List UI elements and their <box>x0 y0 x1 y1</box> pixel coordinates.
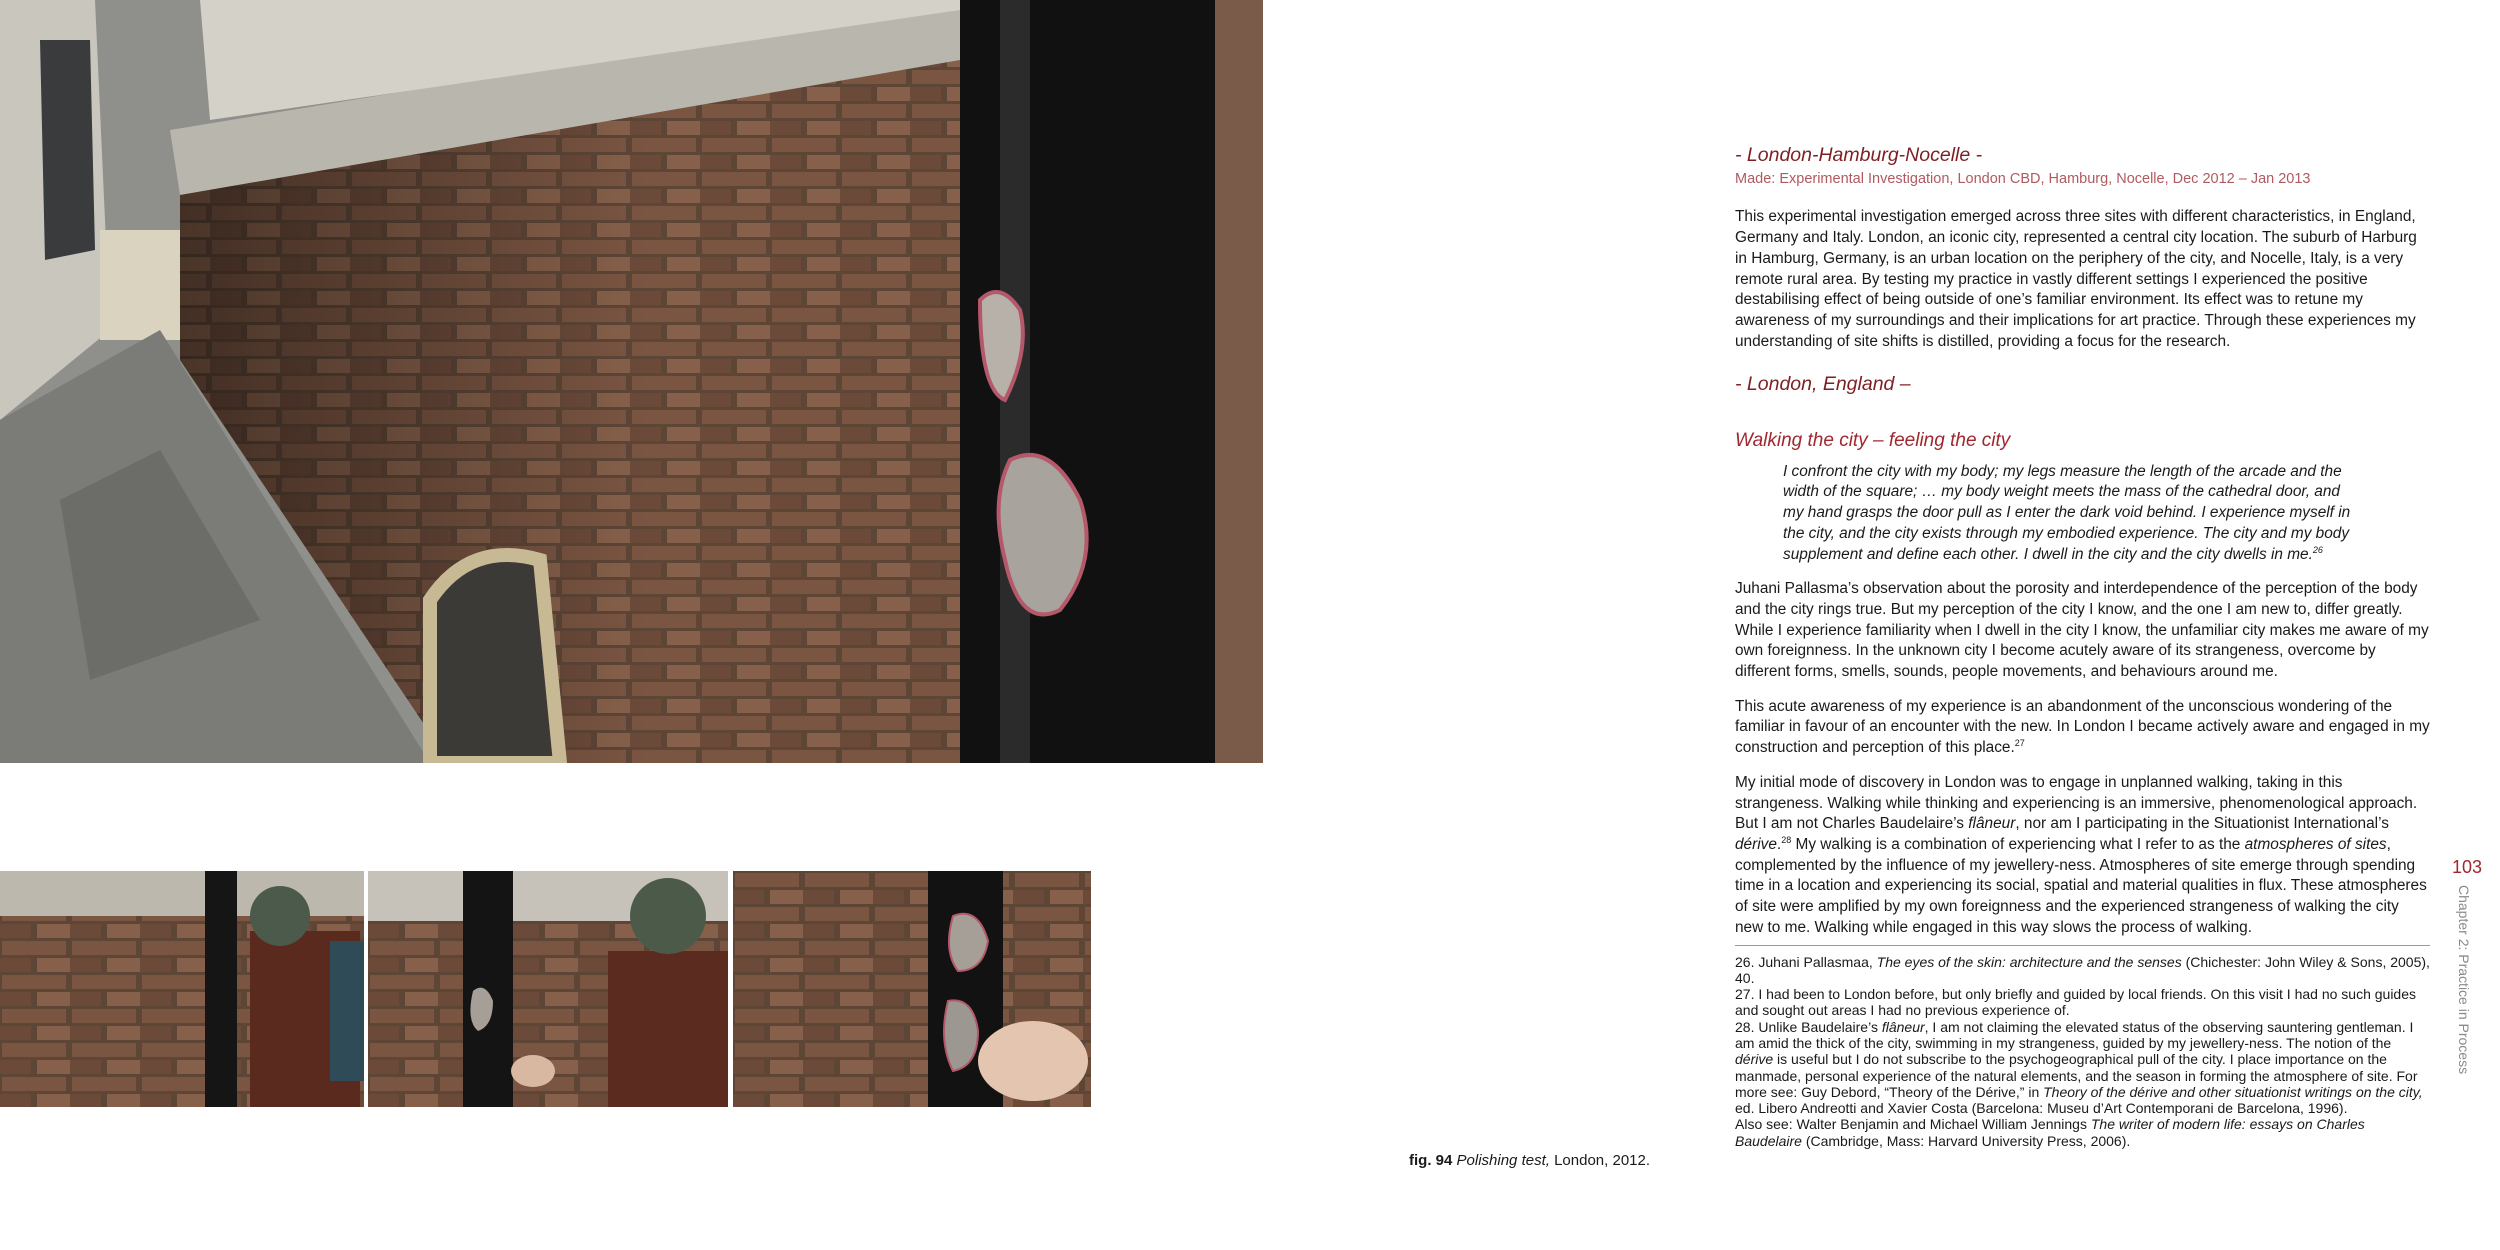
figure-label: fig. 94 <box>1409 1152 1453 1169</box>
footnote-ref-26: 26 <box>2312 544 2323 555</box>
thumbnail-photo-polishing-3 <box>733 871 1091 1107</box>
para3-text-e: , complemented by the influence of my jewellery-ness. Atmospheres of site emerge through spending time in a location and experiencing its social, spatial and material qualities in flux. These atmospheres of site were amplified by my own foreignness and the experienced strangeness of walking the city new to me. Walking while engaged in this way slows the process of walking. <box>1735 835 2427 936</box>
also-b: (Cambridge, Mass: Harvard University Press, 2006). <box>1801 1132 2131 1149</box>
body-paragraph-1: Juhani Pallasma’s observation about the porosity and interdependence of the perception of the body and the city rings true. But my perception of the city I know, and the one I am new to, differ greatly. While I experience familiarity when I dwell in the city I know, the unfamiliar city makes me aware of my own foreignness. In the unknown city I become acutely aware of its strangeness, overcome by different forms, smells, sounds, people movements, and behaviours around me. <box>1735 580 2429 681</box>
intro-paragraph: This experimental investigation emerged across three sites with different characteristics, in England, Germany and Italy. London, an iconic city, represented a central city location. The suburb of Harburg in Hamburg, Germany, is an urban location on the periphery of the city, and Nocelle, Italy, is a very remote rural area. By testing my practice in vastly different settings I experienced the positive destabilising effect of being outside of one’s familiar environment. Its effect was to retune my awareness of my surroundings and their implications for art practice. Through these experiences my understanding of site shifts is distilled, providing a focus for the research. <box>1735 208 2417 350</box>
quote-text: I confront the city with my body; my legs measure the length of the arcade and the width of the square; … my body weight meets the mass of the cathedral door, and my hand grasps the door pull as I enter the dark void behind. I experience myself in the city, and the city exists through my embodied experience. The city and my body supplement and define each other. I dwell in the city and the city dwells in me. <box>1783 462 2351 563</box>
footnote-28 <box>1735 1019 2430 1117</box>
text-column <box>1735 145 2430 1149</box>
fn28-title: Theory of the dérive and other situationist writings on the city, <box>2043 1083 2423 1100</box>
fn28-b: , I am not claiming the elevated status of the observing sauntering gentleman. I am amid the thick of the city, swimming in my strangeness, guided by my jewellery-ness. The notion of the <box>1735 1018 2414 1051</box>
figure-caption <box>1409 1152 1650 1169</box>
footnote-also-see <box>1735 1116 2430 1149</box>
footnote-divider <box>1735 945 2430 946</box>
fn28-a: 28. Unlike Baudelaire’s <box>1735 1018 1882 1035</box>
also-title: The writer of modern life: essays on Charles Baudelaire <box>1735 1116 2365 1149</box>
footnotes <box>1735 954 2430 1150</box>
para2-text: This acute awareness of my experience is an abandonment of the unconscious wondering of the familiar in favour of an encounter with the new. In London I became actively aware and engaged in my construction and perception of this place. <box>1735 697 2430 757</box>
figure-place-date: London, 2012. <box>1554 1152 1651 1169</box>
project-subtitle: Made: Experimental Investigation, London CBD, Hamburg, Nocelle, Dec 2012 – Jan 2013 <box>1735 170 2311 187</box>
para3-text-b: , nor am I participating in the Situationist International’s <box>2015 815 2389 833</box>
para3-derive: dérive <box>1735 835 1777 853</box>
page-number: 103 <box>2452 857 2483 877</box>
fn28-derive: dérive <box>1735 1051 1774 1068</box>
thumbnail-photo-polishing-1 <box>0 871 364 1107</box>
footnote-27: 27. I had been to London before, but only briefly and guided by local friends. On this visit I had no such guides and sought out areas I had no previous experience of. <box>1735 986 2417 1019</box>
footnote-ref-27: 27 <box>2014 738 2025 749</box>
fn26-b: (Chichester: John Wiley & Sons, 2005), 40. <box>1735 953 2430 986</box>
fn28-c: is useful but I do not subscribe to the psychogeographical pull of the city. I place importance on the manmade, personal experience of the natural elements, and the season in forming the atmosphere of site. For more see: Guy Debord, “Theory of the Dérive,” in <box>1735 1051 2418 1100</box>
section-title: - London, England – <box>1735 373 1911 396</box>
fn28-d: ed. Libero Andreotti and Xavier Costa (Barcelona: Museu d’Art Contemporani de Barcelona, 1996). <box>1735 1100 2348 1117</box>
figure-title: Polishing test, <box>1456 1152 1550 1169</box>
footnote-26 <box>1735 954 2430 987</box>
para3-text-d: My walking is a combination of experiencing what I refer to as the <box>1791 835 2245 853</box>
also-a: Also see: Walter Benjamin and Michael William Jennings <box>1735 1116 2091 1133</box>
body-paragraph-2 <box>1735 697 2430 759</box>
thumbnail-photo-polishing-2 <box>368 871 728 1107</box>
fn28-flaneur: flâneur <box>1881 1018 1925 1035</box>
para3-flaneur: flâneur <box>1968 815 2016 833</box>
main-photo-brick-wall-post <box>0 0 1263 763</box>
fn26-a: 26. Juhani Pallasmaa, <box>1735 953 1877 970</box>
para3-text-c: . <box>1776 835 1782 853</box>
project-title: - London-Hamburg-Nocelle - <box>1735 144 1983 166</box>
para3-text-a: My initial mode of discovery in London was to engage in unplanned walking, taking in this strangeness. Walking while thinking and experiencing is an immersive, phenomenological approach. But I am not Charles Baudelaire’s <box>1735 773 2418 833</box>
footnote-ref-28: 28 <box>1781 834 1792 845</box>
subsection-title: Walking the city – feeling the city <box>1735 430 2011 452</box>
fn26-title: The eyes of the skin: architecture and the senses <box>1876 953 2182 970</box>
block-quote <box>1783 462 2363 566</box>
para3-atmospheres: atmospheres of sites <box>2244 835 2387 853</box>
body-paragraph-3 <box>1735 773 2430 939</box>
running-head: Chapter 2: Practice in Process <box>2456 885 2472 1075</box>
